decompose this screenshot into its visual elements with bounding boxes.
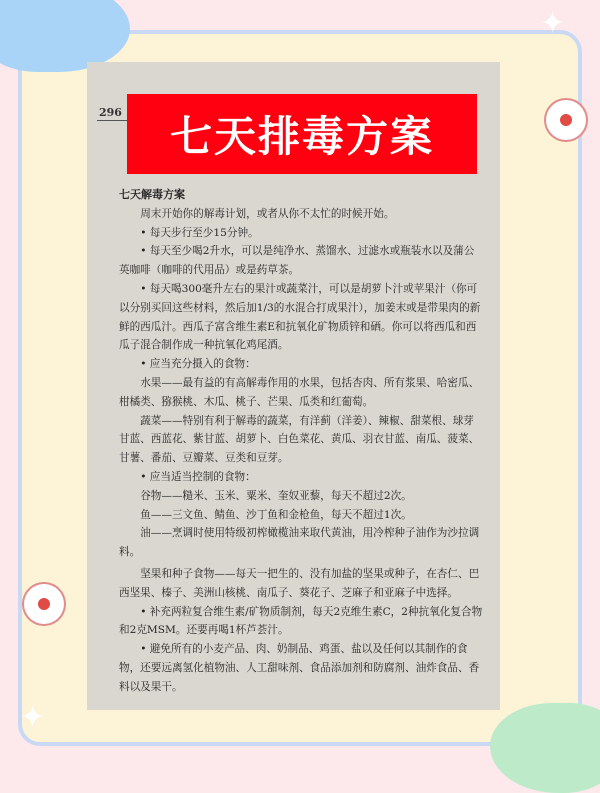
flower-icon (24, 584, 64, 624)
paragraph: • 避免所有的小麦产品、肉、奶制品、鸡蛋、盐以及任何以其制作的食物，还要远离氢化植物油、人工甜味剂、食品添加剂和防腐剂、油炸食品、香料以及果干。 (119, 643, 480, 693)
title-banner: 七天排毒方案 (127, 94, 477, 174)
paragraph: 油——烹调时使用特级初榨橄榄油来取代黄油，用冷榨种子油作为沙拉调料。 (119, 527, 480, 559)
paragraph: • 每天步行至少15分钟。 (140, 226, 259, 239)
sparkle-icon: ✦ (20, 700, 46, 735)
paragraph: 鱼——三文鱼、鲭鱼、沙丁鱼和金枪鱼，每天不超过1次。 (140, 508, 412, 521)
page-body (119, 186, 484, 697)
paragraph: • 应当适当控制的食物： (140, 470, 256, 483)
page-number: 296 (99, 106, 122, 119)
flower-icon (546, 100, 586, 140)
paragraph: 蔬菜——特别有利于解毒的蔬菜，有洋蓟（洋姜）、辣椒、甜菜根、球芽甘蓝、西蓝花、紫甘蓝、胡萝卜、白色菜花、黄瓜、羽衣甘蓝、南瓜、菠菜、甘薯、番茄、豆瓣菜、豆类和豆芽。 (119, 414, 480, 465)
paragraph: • 每天喝300毫升左右的果汁或蔬菜汁，可以是胡萝卜汁或苹果汁（你可以分别买回这些材料，然后加1/3的水混合打成果汁），加姜末或是带果肉的新鲜的西瓜汁。西瓜子富含维生素E和抗氧化矿物质锌和硒。你可以将西瓜和西瓜子混合制作成一种抗氧化鸡尾酒。 (119, 282, 481, 352)
sparkle-icon: ✦ (540, 6, 566, 41)
book-page-photo (87, 62, 500, 710)
paragraph: 水果——最有益的有高解毒作用的水果，包括杏肉、所有浆果、哈密瓜、柑橘类、猕猴桃、木瓜、桃子、芒果、瓜类和红葡萄。 (119, 376, 480, 408)
decorative-blob-green (490, 703, 600, 793)
section-heading: 七天解毒方案 (119, 188, 185, 201)
paragraph: 谷物——糙米、玉米、粟米、奎奴亚藜，每天不超过2次。 (140, 489, 412, 502)
paragraph: 周末开始你的解毒计划，或者从你不太忙的时候开始。 (140, 207, 395, 220)
paragraph: 坚果和种子食物——每天一把生的、没有加盐的坚果或种子，在杏仁、巴西坚果、榛子、美洲山核桃、南瓜子、葵花子、芝麻子和亚麻子中选择。 (119, 567, 480, 599)
paragraph: • 每天至少喝2升水，可以是纯净水、蒸馏水、过滤水或瓶装水以及蒲公英咖啡（咖啡的代用品）或是药草茶。 (119, 245, 475, 277)
paragraph: • 补充两粒复合维生素/矿物质制剂，每天2克维生素C，2种抗氧化复合物和2克MSM。还要再喝1杯芦荟汁。 (119, 605, 483, 637)
paragraph: • 应当充分摄入的食物： (140, 358, 256, 371)
